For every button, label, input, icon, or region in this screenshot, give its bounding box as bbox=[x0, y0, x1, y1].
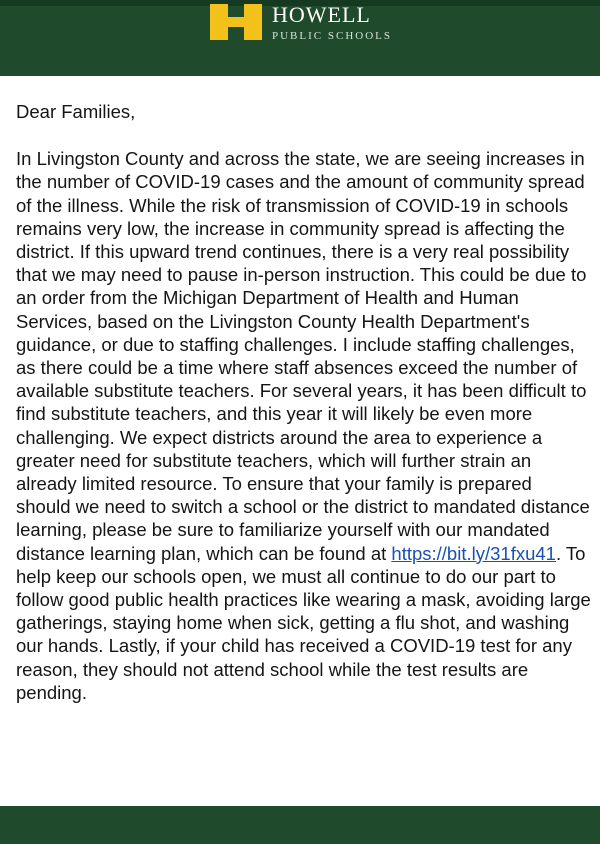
letter-h-logo-icon bbox=[210, 4, 262, 40]
salutation: Dear Families, bbox=[16, 101, 136, 122]
letter-body bbox=[16, 100, 591, 704]
footer-bar bbox=[0, 806, 600, 844]
brand-subtitle: PUBLIC SCHOOLS bbox=[272, 30, 392, 42]
paragraph-text-before-link: In Livingston County and across the state, we are seeing increases in the number of COVID-19 cases and the amount of community spread of the illness. While the risk of transmission of COVID-19 in schools remains very low, the increase in community spread is affecting the district. If this upward trend continues, there is a very real possibility that we may need to pause in-person instruction. This could be due to an order from the Michigan Department of Health and Human Services, based on the Livingston County Health Department's guidance, or due to staffing challenges. I include staffing challenges, as there could be a time where staff absences exceed the number of available substitute teachers. For several years, it has been difficult to find substitute teachers, and this year it will likely be even more challenging. We expect districts around the area to experience a greater need for substitute teachers, which will further strain an already limited resource. To ensure that your family is prepared should we need to switch a school or the district to mandated distance learning, please be sure to familiarize yourself with our mandated distance learning plan, which can be found at bbox=[16, 148, 590, 564]
letter-paragraph bbox=[16, 147, 591, 704]
brand-name: HOWELL bbox=[272, 2, 371, 27]
header-bar bbox=[0, 0, 600, 76]
paragraph-text-after-link: . To help keep our schools open, we must all continue to do our part to follow good public health practices like wearing a mask, avoiding large gatherings, staying home when sick, getting a flu shot, and washing our hands. Lastly, if your child has received a COVID-19 test for any reason, they should not attend school while the test results are pending. bbox=[16, 542, 591, 703]
distance-learning-plan-link[interactable]: https://bit.ly/31fxu41 bbox=[391, 542, 556, 564]
